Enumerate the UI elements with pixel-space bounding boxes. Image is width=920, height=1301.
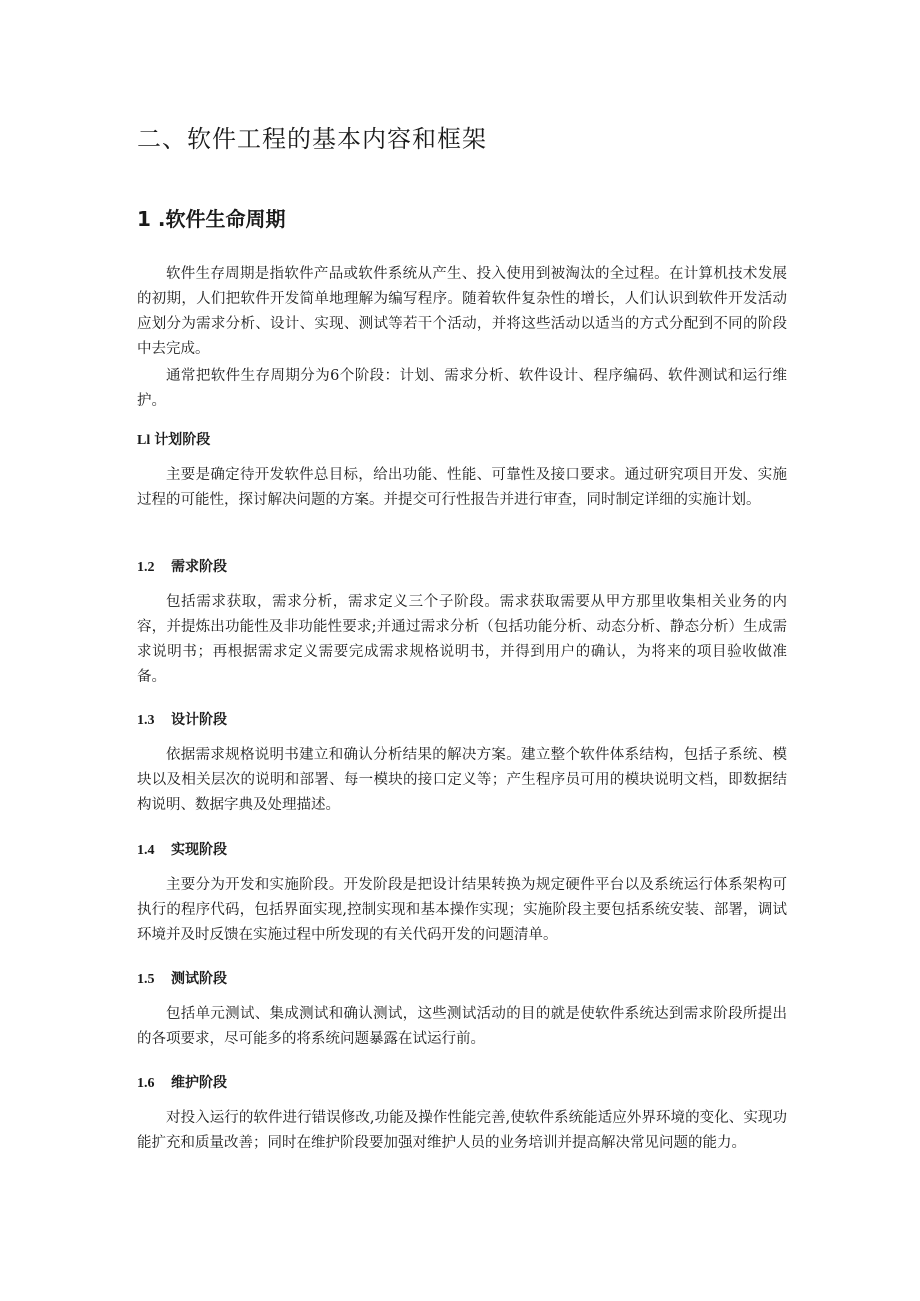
stage-title: 需求阶段: [171, 559, 227, 575]
stage-title: 测试阶段: [171, 971, 227, 987]
stage-planning: [137, 428, 787, 513]
stage-number: 1.5: [137, 972, 155, 987]
stage-description: 主要分为开发和实施阶段。开发阶段是把设计结果转换为规定硬件平台以及系统运行体系架构可执行的程序代码，包括界面实现,控制实现和基本操作实现；实施阶段主要包括系统安装、部署，调试环境并及时反馈在实施过程中所发现的有关代码开发的问题清单。: [137, 877, 787, 943]
stage-title: 维护阶段: [171, 1075, 227, 1091]
stage-heading: [137, 428, 787, 453]
intro-block: [137, 262, 787, 414]
stage-title: 实现阶段: [171, 842, 227, 858]
stage-description: 依据需求规格说明书建立和确认分析结果的解决方案。建立整个软件体系结构，包括子系统、模块以及相关层次的说明和部署、每一模块的接口定义等；产生程序员可用的模块说明文档，即数据结构说明、数据字典及处理描述。: [137, 747, 787, 813]
stage-maintenance: [137, 1071, 787, 1156]
stage-title: 计划阶段: [154, 432, 211, 448]
stage-heading: [137, 555, 787, 580]
section-title: 1 .软件生命周期: [137, 207, 286, 231]
stage-implementation: [137, 838, 787, 948]
stage-number: 1.6: [137, 1076, 155, 1091]
stage-description: 对投入运行的软件进行错误修改,功能及操作性能完善,使软件系统能适应外界环境的变化、实现功能扩充和质量改善；同时在维护阶段要加强对维护人员的业务培训并提高解决常见问题的能力。: [137, 1110, 787, 1151]
stage-heading: [137, 1071, 787, 1096]
stage-number: 1.2: [137, 560, 155, 575]
stage-heading: [137, 838, 787, 863]
stage-testing: [137, 967, 787, 1052]
stage-description: 包括单元测试、集成测试和确认测试，这些测试活动的目的就是使软件系统达到需求阶段所提出的各项要求，尽可能多的将系统问题暴露在试运行前。: [137, 1006, 787, 1047]
chapter-title: 二、软件工程的基本内容和框架: [137, 125, 487, 153]
stage-heading: [137, 967, 787, 992]
intro-paragraph: 通常把软件生存周期分为6个阶段：计划、需求分析、软件设计、程序编码、软件测试和运行维护。: [137, 368, 787, 409]
stage-description: 主要是确定待开发软件总目标，给出功能、性能、可靠性及接口要求。通过研究项目开发、实施过程的可能性，探讨解决问题的方案。并提交可行性报告并进行审查，同时制定详细的实施计划。: [137, 467, 787, 508]
stage-number: 1.3: [137, 713, 155, 728]
intro-paragraph: 软件生存周期是指软件产品或软件系统从产生、投入使用到被淘汰的全过程。在计算机技术发展的初期，人们把软件开发简单地理解为编写程序。随着软件复杂性的增长，人们认识到软件开发活动应划分为需求分析、设计、实现、测试等若干个活动，并将这些活动以适当的方式分配到不同的阶段中去完成。: [137, 266, 787, 357]
stage-number: Ll: [137, 433, 151, 448]
stage-heading: [137, 708, 787, 733]
stage-description: 包括需求获取，需求分析，需求定义三个子阶段。需求获取需要从甲方那里收集相关业务的内容，并提炼出功能性及非功能性要求;并通过需求分析（包括功能分析、动态分析、静态分析）生成需求说明书；再根据需求定义需要完成需求规格说明书，并得到用户的确认，为将来的项目验收做准备。: [137, 594, 787, 685]
stage-requirements: [137, 555, 787, 690]
stage-title: 设计阶段: [171, 712, 227, 728]
stage-number: 1.4: [137, 843, 155, 858]
stage-design: [137, 708, 787, 818]
